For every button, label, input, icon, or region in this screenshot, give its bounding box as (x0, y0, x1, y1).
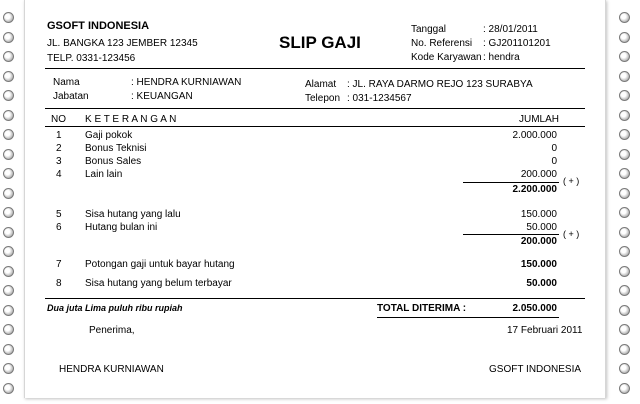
row-description: Bonus Sales (85, 156, 142, 167)
row-description: Hutang bulan ini (85, 222, 158, 233)
header-divider (45, 68, 585, 69)
amount-in-words: Dua juta Lima puluh ribu rupiah (47, 303, 183, 313)
row-amount: 200.000 (520, 169, 557, 180)
perforation-hole (3, 207, 14, 218)
phone-value: : 031-1234567 (347, 93, 412, 104)
perforation-hole (3, 363, 14, 374)
remaining-description: Sisa hutang yang belum terbayar (85, 278, 232, 289)
row-no: 2 (56, 143, 62, 154)
perforation-hole (619, 188, 630, 199)
perforation-hole (3, 51, 14, 62)
row-amount: 150.000 (520, 209, 557, 220)
total-received-value: 2.050.000 (512, 303, 557, 314)
row-description: Lain lain (85, 169, 123, 180)
perforation-hole (3, 32, 14, 43)
address-label: Alamat (305, 79, 337, 90)
perforation-hole (619, 71, 630, 82)
perforation-hole (3, 12, 14, 23)
perforation-hole (3, 266, 14, 277)
row-description: Bonus Teknisi (85, 143, 147, 154)
perforation-hole (3, 149, 14, 160)
phone-label: Telepon (305, 93, 341, 104)
employee-code-label: Kode Karyawan (411, 52, 482, 63)
column-no: NO (51, 114, 66, 125)
row-amount: 2.000.000 (512, 130, 557, 141)
row-no: 3 (56, 156, 62, 167)
perforation-hole (619, 363, 630, 374)
info-divider (45, 108, 585, 109)
income-total: 2.200.000 (512, 184, 557, 195)
perforation-hole (619, 344, 630, 355)
perforation-hole (3, 344, 14, 355)
perforation-hole (619, 266, 630, 277)
receiver-name: HENDRA KURNIAWAN (59, 364, 164, 375)
perforation-hole (3, 383, 14, 394)
row-no: 5 (56, 209, 62, 220)
footer-divider (45, 298, 585, 299)
column-amount: JUMLAH (519, 114, 560, 125)
receiver-label: Penerima, (89, 325, 135, 336)
perforation-hole (619, 168, 630, 179)
debt-plus-sign: ( + ) (563, 229, 580, 239)
perforation-hole (3, 285, 14, 296)
row-no: 4 (56, 169, 62, 180)
salary-slip-paper (24, 0, 606, 398)
perforation-hole (3, 188, 14, 199)
name-value: : HENDRA KURNIAWAN (131, 77, 242, 88)
income-sum-line (463, 182, 559, 183)
row-no: 8 (56, 278, 62, 289)
perforation-hole (3, 110, 14, 121)
perforation-hole (3, 246, 14, 257)
perforation-hole (619, 32, 630, 43)
row-description: Sisa hutang yang lalu (85, 209, 181, 220)
row-amount: 50.000 (526, 222, 557, 233)
perforation-hole (619, 246, 630, 257)
row-amount: 0 (551, 143, 557, 154)
perforation-hole (619, 207, 630, 218)
perforation-hole (619, 285, 630, 296)
perforation-hole (3, 71, 14, 82)
debt-total: 200.000 (520, 236, 557, 247)
column-description: K E T E R A N G A N (85, 114, 177, 125)
position-value: : KEUANGAN (131, 91, 193, 102)
left-perforation (3, 0, 19, 404)
perforation-hole (3, 227, 14, 238)
perforation-hole (619, 383, 630, 394)
company-address: JL. BANGKA 123 JEMBER 12345 (47, 38, 198, 49)
total-received-label: TOTAL DITERIMA : (377, 303, 467, 314)
perforation-hole (619, 149, 630, 160)
reference-label: No. Referensi (411, 38, 473, 49)
table-header-divider (45, 126, 585, 127)
reference-value: : GJ201101201 (483, 38, 551, 49)
row-no: 7 (56, 259, 62, 270)
position-label: Jabatan (53, 91, 89, 102)
perforation-hole (3, 305, 14, 316)
row-amount: 0 (551, 156, 557, 167)
name-label: Nama (53, 77, 80, 88)
perforation-hole (619, 90, 630, 101)
perforation-hole (3, 168, 14, 179)
perforation-hole (3, 129, 14, 140)
perforation-hole (3, 90, 14, 101)
perforation-hole (619, 227, 630, 238)
perforation-hole (619, 324, 630, 335)
perforation-hole (619, 129, 630, 140)
perforation-hole (3, 324, 14, 335)
perforation-hole (619, 110, 630, 121)
date-value: : 28/01/2011 (483, 24, 538, 35)
remaining-amount: 50.000 (526, 278, 557, 289)
deduction-amount: 150.000 (520, 259, 557, 270)
issuer-name: GSOFT INDONESIA (489, 364, 582, 375)
employee-code-value: : hendra (483, 52, 520, 63)
income-plus-sign: ( + ) (563, 176, 580, 186)
deduction-description: Potongan gaji untuk bayar hutang (85, 259, 235, 270)
page-title: SLIP GAJI (279, 33, 361, 52)
row-no: 6 (56, 222, 62, 233)
company-name: GSOFT INDONESIA (47, 20, 150, 32)
signature-date: 17 Februari 2011 (507, 325, 583, 336)
company-phone: TELP. 0331-123456 (47, 53, 136, 64)
row-no: 1 (56, 130, 62, 141)
row-description: Gaji pokok (85, 130, 133, 141)
perforation-hole (619, 51, 630, 62)
debt-sum-line (463, 234, 559, 235)
date-label: Tanggal (411, 24, 447, 35)
right-perforation (619, 0, 635, 404)
perforation-hole (619, 305, 630, 316)
address-value: : JL. RAYA DARMO REJO 123 SURABYA (347, 79, 533, 90)
total-underline (377, 317, 559, 318)
perforation-hole (619, 12, 630, 23)
